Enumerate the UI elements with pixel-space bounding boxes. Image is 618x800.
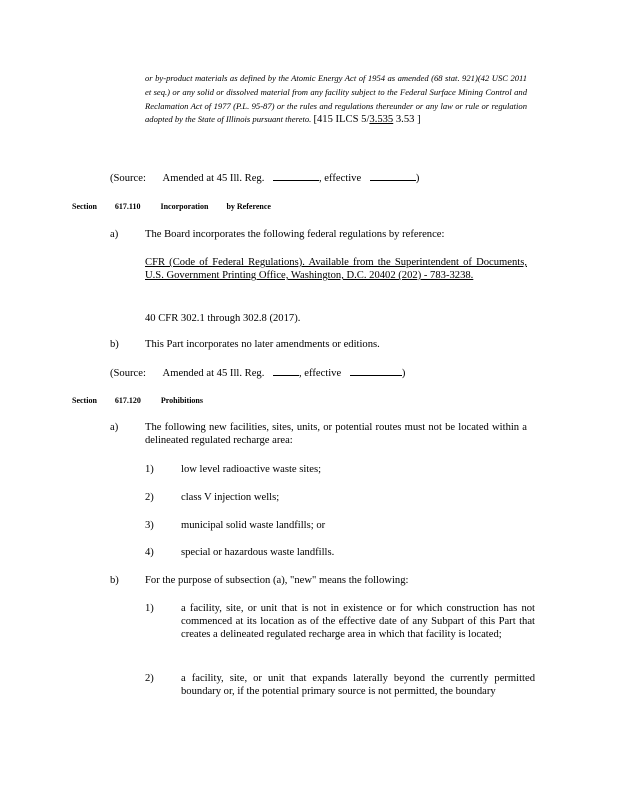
subsection-marker: a) [110,422,119,433]
statutory-quote [145,72,527,127]
list-number: 2) [145,492,154,503]
cfr-citation: 40 CFR 302.1 through 302.8 (2017). [145,313,301,324]
subsection-text: For the purpose of subsection (a), "new" means the following: [145,575,409,586]
list-number: 1) [145,603,154,614]
source-note: (Source: Amended at 45 Ill. Reg. , effective ) [110,368,406,379]
list-number: 1) [145,464,154,475]
section-heading: Section 617.120 Prohibitions [72,396,203,405]
blank-line [370,171,416,181]
subsection-marker: b) [110,339,119,350]
blank-line [273,171,319,181]
list-item: special or hazardous waste landfills. [181,547,335,558]
subsection-marker: b) [110,575,119,586]
section-heading: Section 617.110 Incorporation by Reference [72,202,271,211]
statute-citation: [415 ILCS 5/3.535 3.53 ] [313,114,421,126]
cfr-reference: CFR (Code of Federal Regulations). Available from the Superintendent of Documents, U.S. Government Printing Office, Washington, D.C. 20402 (202) - 783-3238. [145,257,527,281]
list-item: municipal solid waste landfills; or [181,520,326,531]
list-item: a facility, site, or unit that expands laterally beyond the currently permitted boundary or, if the potential primary source is not permitted, the boundary [181,673,535,697]
subsection-text: This Part incorporates no later amendments or editions. [145,339,380,350]
subsection-marker: a) [110,229,119,240]
blank-line [350,366,402,376]
list-item: a facility, site, or unit that is not in existence or for which construction has not commenced at its location as of the effective date of any Subpart of this Part that creates a delineated regulated recharge area in which that facility is located; [181,603,535,640]
statutory-quote-text: or by-product materials as defined by the Atomic Energy Act of 1954 as amended (68 stat. 921)(42 USC 2011 et seq.) or any solid or dissolved material from any facility subject to the Federal Surface Mining Control and Reclamation Act of 1977 (P.L. 95-87) or the rules and regulations thereunder or any law or rule or regulation adopted by the State of Illinois pursuant thereto. [145,73,527,125]
subsection-text: The following new facilities, sites, units, or potential routes must not be located within a delineated regulated recharge area: [145,422,527,446]
source-note: (Source: Amended at 45 Ill. Reg. , effective ) [110,173,420,184]
list-item: class V injection wells; [181,492,280,503]
blank-line [273,366,299,376]
list-number: 3) [145,520,154,531]
list-number: 2) [145,673,154,684]
list-number: 4) [145,547,154,558]
list-item: low level radioactive waste sites; [181,464,322,475]
subsection-text: The Board incorporates the following federal regulations by reference: [145,229,445,240]
